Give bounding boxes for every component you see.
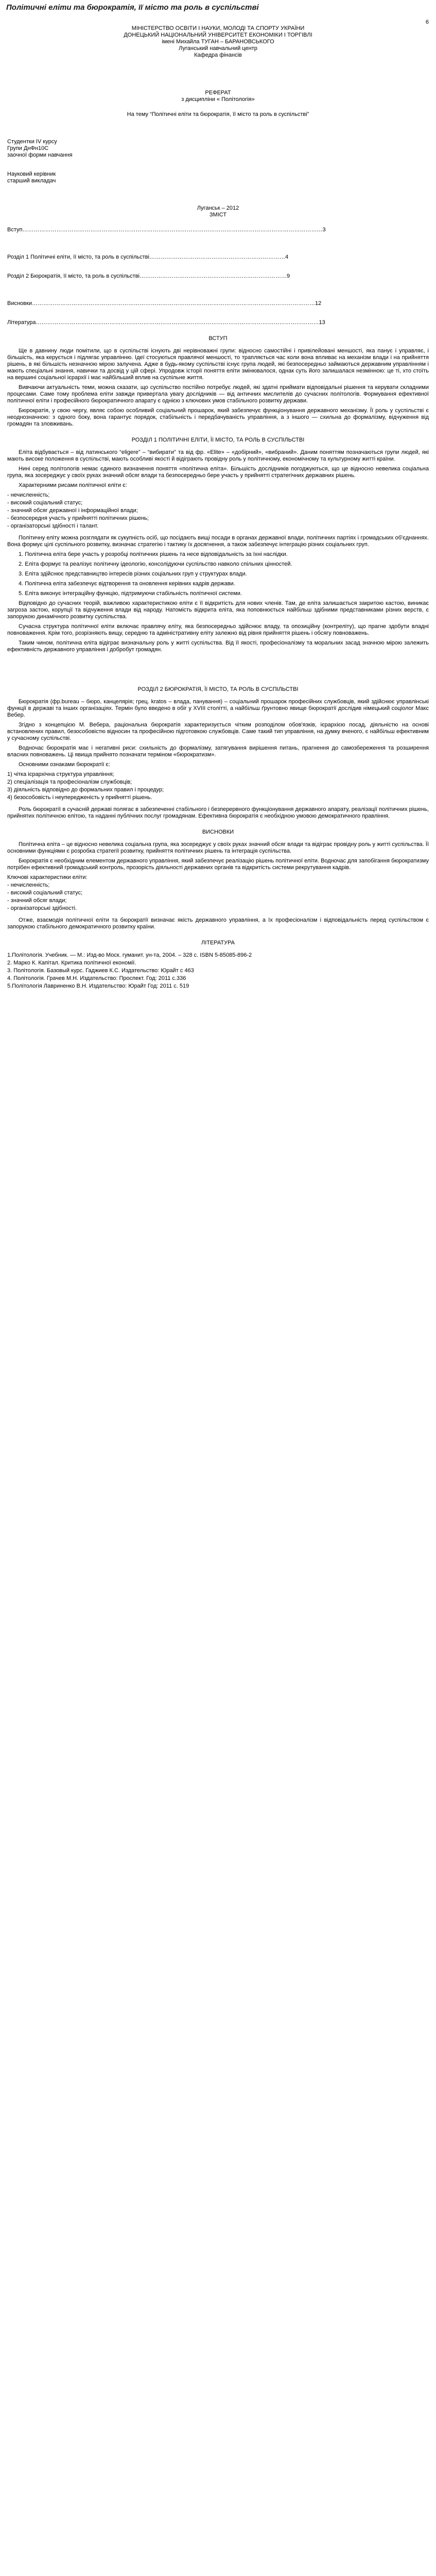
chapter2-paragraph: Згідно з концепцією М. Вебера, раціональна бюрократія характеризується чітким розподілом обов'язків, ієрархією посад, діяльністю на основі встановлених правил, безособовістю відносин та професійною підготовкою службовців. Саме такий тип управління, на думку вченого, є найбільш ефективним у сучасному суспільстві. [7, 722, 429, 741]
chapter2-paragraph: Основними ознаками бюрократії є: [19, 761, 111, 768]
header-line: Кафедра фінансів [194, 52, 242, 58]
chapter1-paragraph: Нині серед політологів немає єдиного визначення поняття «політична еліта». Більшість дослідників погоджуються, що це відносно невелика соціальна група, яка зосереджує у своїх руках значний обсяг влади та безпосередньо бере участь у прийнятті стратегічних державних рішень. [7, 466, 429, 479]
city-year: Луганськ – 2012 [197, 205, 239, 211]
page-number: 6 [425, 19, 429, 25]
list-item: 2) спеціалізація та професіоналізм службовців; [7, 779, 132, 785]
list-item: - організаторські здібності. [7, 905, 77, 911]
student-info [0, 139, 436, 159]
student-line: заочної форми навчання [7, 152, 73, 158]
table-of-contents [0, 227, 436, 326]
chapter2-paragraph: Водночас бюрократія має і негативні риси: схильність до формалізму, затягування вирішення питань, прагнення до самозбереження та розширення власних повноважень. Ці явища прийнято позначати терміном «бюрократизм». [7, 745, 429, 758]
advisor-line: Науковий керівник [7, 171, 56, 177]
list-item: - нечисленність; [7, 492, 50, 498]
chapter1-heading: РОЗДІЛ 1 ПОЛІТИЧНІ ЕЛІТИ, Її МІСТО, ТА РОЛЬ В СУСПІЛЬСТВІ [131, 437, 305, 443]
chapter1-paragraph: Сучасна структура політичної еліти включає правлячу еліту, яка безпосередньо здійснює владу, та опозиційну (контреліту), що прагне здобути владні повноваження. Крім того, розрізняють вищу, середню та адміністративну еліту залежно від рівня прийняття рішень і обсягу повноважень. [7, 623, 429, 636]
advisor-line: старший викладач [7, 178, 56, 184]
header-line: ДОНЕЦЬКИЙ НАЦІОНАЛЬНИЙ УНІВЕРСИТЕТ ЕКОНОМІКИ І ТОРГІВЛІ [124, 32, 312, 38]
chapter1-paragraph: Таким чином, політична еліта відіграє визначальну роль у житті суспільства. Від її якості, професіоналізму та моральних засад значною мірою залежить ефективність державного управління і добробут громадян. [7, 640, 429, 653]
discipline: з дисципліни « Політологія» [181, 96, 255, 103]
intro-paragraph: Бюрократія, у свою чергу, являє собою особливий соціальний прошарок, який забезпечує функціонування державного механізму. Її роль у суспільстві є неоднозначною: з одного боку, вона гарантує порядок, стабільність і передбачуваність управління, а з іншого — схильна до формалізму, відчуження від громадян та зловживань. [7, 408, 429, 427]
list-item: 1) чітка ієрархічна структура управління; [7, 771, 114, 777]
chapter1-paragraph: 3. Еліта здійснює представництво інтересів різних соціальних груп у структурах влади. [19, 571, 247, 577]
contents-heading: ЗМІСТ [209, 212, 227, 218]
conclusion-paragraph: Ключові характеристики еліти: [7, 874, 88, 880]
chapter1-paragraph: 2. Еліта формує та реалізує політичну ідеологію, консолідуючи суспільство навколо спільних цінностей. [19, 561, 292, 567]
topic: На тему “Політичні еліти та бюрократія, її місто та роль в суспільстві” [127, 111, 309, 117]
advisor-info [0, 171, 436, 184]
conclusion-paragraph: Бюрократія є необхідним елементом державного управління, який забезпечує реалізацію рішень політичної еліти. Водночас для запобігання бюрократизму потрібен ефективний громадський контроль, прозорість діяльності державних органів та відкритість системи рекрутування кадрів. [7, 858, 429, 871]
student-line: Групи ДнФн10С [7, 145, 49, 151]
chapter1-paragraph: Відповідно до сучасних теорій, важливою характеристикою еліти є її відкритість для нових членів. Там, де еліта залишається закритою кастою, виникає загроза застою, корупції та відчуження влади від народу. Натомість відкрита еліта, яка поповнюється найбільш здібними представниками різних верств, є запорукою динамічного розвитку суспільства. [7, 600, 429, 620]
chapter1-paragraph: 1. Політична еліта бере участь у розробці політичних рішень та несе відповідальність за їхні наслідки. [19, 551, 288, 557]
literature-item: 4. Політологія. Грачев М.Н. Издательство: Проспект. Год: 2011 с.336 [7, 975, 186, 981]
student-line: Студентки IV курсу [7, 139, 57, 145]
literature-item: 1.Політологія. Учебник. — М.: Изд-во Моск. гуманит. ун-та, 2004. – 328 с. ISBN 5-85085-896-2 [7, 952, 252, 958]
referat-title: РЕФЕРАТ [205, 90, 231, 96]
toc-item[interactable]: Розділ 1 Політичні еліти, її місто, та роль в суспільстві………………………………………………………………4 [7, 254, 289, 260]
list-item: - значний обсяг державної і інформаційної влади; [7, 507, 138, 514]
intro-paragraph: Вивчаючи актуальність теми, можна сказати, що суспільство постійно потребує людей, які здатні приймати відповідальні рішення та керувати складними процесами. Саме тому проблема еліти завжди привертала увагу дослідників — від античних мислителів до сучасних політологів. Формування ефективної політичної еліти і професійного бюрократичного апарату є однією з ключових умов стабільного розвитку держави. [7, 384, 429, 404]
list-item: - високий соціальний статус; [7, 890, 83, 896]
literature-item: 5.Політологія Лавриненко В.Н. Издательство: Юрайт Год: 2011 с. 519 [7, 983, 189, 989]
institution-header [0, 25, 436, 59]
chapter2-heading: РОЗДІЛ 2 БЮРОКРАТІЯ, Її МІСТО, ТА РОЛЬ В СУСПІЛЬСТВІ [137, 686, 299, 692]
features-intro: Характерними рисами політичної еліти є: [19, 482, 127, 488]
chapter1-paragraph: 5. Еліта виконує інтеграційну функцію, підтримуючи стабільність політичної системи. [19, 590, 242, 597]
toc-item[interactable]: Висновки……………………………………………………………………………………………………………………………………12 [7, 300, 322, 307]
chapter1-paragraph: Політичну еліту можна розглядати як сукупність осіб, що посідають вищі посади в органах державної влади, політичних партіях і громадських об'єднаннях. Вона формує цілі суспільного розвитку, визначає стратегію і тактику їх досягнення, а також забезпечує інтеграцію різних соціальних груп. [7, 535, 429, 548]
chapter1-paragraph: 4. Політична еліта забезпечує відтворення та оновлення керівних кадрів держави. [19, 581, 235, 587]
intro-paragraph: Ще в давнину люди помітили, що в суспільстві існують дві нерівноважні групи: відносно самостійні і привілейовані меншості, яка панує і управляє, і більшість, яка керується і підлягає управлінню. Ідеї стосуються правлячої меншості, то трапляється час коли вона впливає на механізм влади і на прийняття рішень, в які більшість незначною мірою залучена. Адже в будь-якому суспільстві існує група людей, які безпосередньо займаються державним управлінням і мають спеціальні знання, навички та досвід у цій сфері. Упродовж історії поняття еліти змінювалося, однак суть його залишалася незмінною: це ті, хто стоїть на вершині соціальної ієрархії і має найбільший вплив на суспільне життя. [7, 348, 429, 381]
header-line: Луганський навчальний центр [179, 45, 257, 52]
literature-item: 3. Політологія. Базовый курс. Гаджиев К.С. Издательство: Юрайт с 463 [7, 968, 194, 974]
list-item: - значний обсяг влади; [7, 897, 67, 904]
page-title: Політичні еліти та бюрократія, її місто та роль в суспільстві [6, 3, 259, 12]
list-item: - високий соціальний статус; [7, 500, 83, 506]
document-page [0, 0, 436, 990]
conclusion-paragraph: Політична еліта – це відносно невелика соціальна група, яка зосереджує у своїх руках значний обсяг влади та відіграє провідну роль у житті суспільства. Її основними функціями є розробка стратегії розвитку, прийняття політичних рішень та інтеграція суспільства. [7, 841, 429, 854]
list-item: 4) безособовість і неупередженість у прийнятті рішень. [7, 794, 152, 801]
toc-item[interactable]: Вступ……………………………………………………………………………………………………………………………………………3 [7, 227, 326, 233]
list-item: 3) діяльність відповідно до формальних правил і процедур; [7, 787, 164, 793]
header-line: МІНІСТЕРСТВО ОСВІТИ І НАУКИ, МОЛОДІ ТА СПОРТУ УКРАЇНИ [131, 25, 305, 31]
intro-heading: ВСТУП [208, 335, 228, 342]
literature-item: 2. Марко К. Капітал. Критика політичної економії. [7, 960, 136, 966]
chapter2-paragraph: Бюрократія (фр.bureau – бюро, канцелярія; грец. kratos – влада, панування) – соціальний прошарок професійних службовців, який здійснює управлінські функції в державі та інших організаціях. Термін було введено в обіг у XVIII столітті, а найбільш ґрунтовно явище бюрократії дослідив німецький соціолог Макс Вебер. [7, 699, 429, 718]
header-line: імені Михайла ТУГАН – БАРАНОВСЬКОГО [162, 39, 274, 45]
conclusion-paragraph: Отже, взаємодія політичної еліти та бюрократії визначає якість державного управління, а їх професіоналізм і відповідальність перед суспільством є запорукою стабільного демократичного розвитку країни. [7, 917, 429, 930]
list-item: - нечисленність; [7, 882, 50, 888]
list-item: - організаторські здібності і талант. [7, 523, 99, 529]
chapter1-paragraph: Еліта відбувається – від латинського “eligere” – “вибирати” та від фр. «Elite» – «добірний», «вибраний». Даним поняттям позначаються групи людей, які мають високе положення в суспільстві, мають особливі якості й відіграють провідну роль у політичному, економічному та культурному житті країни. [7, 449, 429, 462]
features-list [0, 492, 436, 530]
list-item: - безпосередня участь у прийнятті політичних рішень; [7, 515, 149, 521]
literature-heading: ЛІТЕРАТУРА [201, 940, 235, 946]
toc-item[interactable]: Розділ 2 Бюрократія, її місто, та роль в суспільстві……………………………………………………………………9 [7, 273, 290, 279]
chapter2-paragraph: Роль бюрократії в сучасній державі полягає в забезпеченні стабільного і безперервного функціонування державного апарату, реалізації політичних рішень, прийнятих політичною елітою, та наданні публічних послуг громадянам. Ефективна бюрократія є необхідною умовою демократичного правління. [7, 806, 429, 819]
literature-list [0, 952, 436, 990]
conclusions-heading: ВИСНОВКИ [202, 829, 234, 835]
toc-item[interactable]: Література……………………………………………………………………………………………………………………………………13 [7, 319, 325, 326]
